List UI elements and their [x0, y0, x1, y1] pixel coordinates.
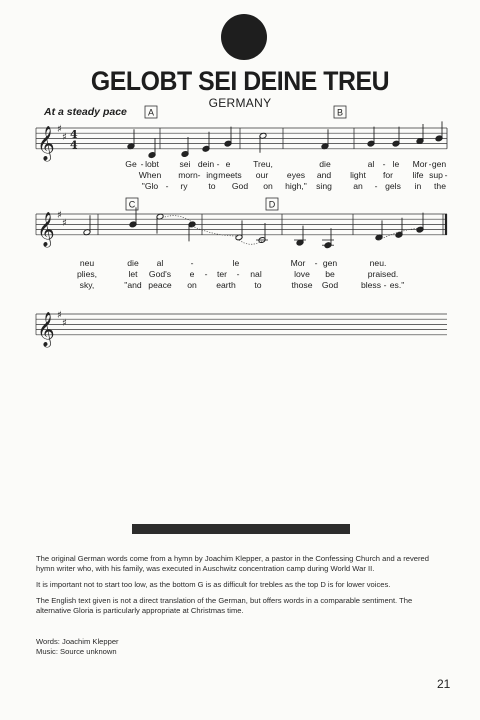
lyric-syllable: and	[316, 170, 332, 180]
lyric-syllable: light	[350, 170, 366, 180]
lyric-syllable: on	[187, 280, 197, 290]
lyric-syllable: die	[319, 159, 331, 169]
lyric-syllable: e	[189, 269, 195, 279]
rehearsal-mark-label: C	[128, 199, 136, 210]
lyric-syllable: God's	[148, 269, 172, 279]
lyric-syllable: let	[128, 269, 138, 279]
lyric-syllable: for	[382, 170, 394, 180]
lyric-syllable: to	[254, 280, 262, 290]
lyric-syllable: -	[383, 280, 387, 290]
words-credit: Words: Joachim Klepper	[36, 637, 119, 646]
lyric-syllable: ing	[206, 170, 218, 180]
lyric-syllable: sky,	[79, 280, 95, 290]
lyric-syllable: love	[294, 269, 310, 279]
lyric-syllable: earth	[216, 280, 236, 290]
lyric-syllable: -	[140, 159, 144, 169]
sharp-icon: ♯	[62, 131, 67, 143]
sharp-icon: ♯	[62, 217, 67, 229]
time-signature-bottom: 4	[70, 138, 78, 152]
lyric-syllable: le	[392, 159, 400, 169]
lyric-syllable: plies,	[76, 269, 98, 279]
lyric-syllable: on	[263, 181, 273, 191]
lyric-syllable: morn	[178, 170, 198, 180]
lyric-syllable: neu	[79, 258, 95, 268]
page-title: GELOBT SEI DEINE TREU	[90, 66, 390, 96]
lyric-syllable: -	[428, 159, 432, 169]
rehearsal-mark-label: D	[268, 199, 276, 210]
sharp-icon: ♯	[62, 317, 67, 329]
treble-clef-icon: 𝄞	[37, 311, 55, 347]
lyric-syllable: gels	[385, 181, 401, 191]
lyric-syllable: God	[231, 181, 249, 191]
music-credit: Music: Source unknown	[36, 647, 117, 656]
lyric-syllable: meets	[218, 170, 242, 180]
note-paragraph: The English text given is not a direct translation of the German, but offers words in a comparable sentiment. The alternative Gloria is particularly appropriate at Christmas time.	[36, 596, 413, 615]
lyric-syllable: gen	[322, 258, 338, 268]
lyric-syllable: neu.	[369, 258, 387, 268]
treble-clef-icon: 𝄞	[37, 125, 55, 161]
lyric-syllable: dein	[197, 159, 215, 169]
lyric-syllable: es."	[389, 280, 405, 290]
notes-text	[36, 554, 448, 622]
lyric-syllable: al	[367, 159, 375, 169]
rehearsal-mark-label: B	[336, 107, 344, 118]
lyric-syllable: gen	[431, 159, 447, 169]
lyric-syllable: praised.	[367, 269, 399, 279]
lyric-syllable: God	[321, 280, 339, 290]
sharp-icon: ♯	[57, 124, 62, 135]
treble-clef-icon: 𝄞	[37, 211, 55, 247]
lyric-syllable: e	[225, 159, 231, 169]
lyric-syllable: eyes	[286, 170, 306, 180]
lyric-syllable: nal	[250, 269, 262, 279]
lyric-syllable: life	[412, 170, 424, 180]
lyric-syllable: lobt	[145, 159, 159, 169]
lyric-syllable: to	[208, 181, 216, 191]
sharp-icon: ♯	[57, 310, 62, 321]
lyric-syllable: sing	[316, 181, 332, 191]
rehearsal-mark-label: A	[147, 107, 155, 118]
lyric-syllable: -	[314, 258, 318, 268]
origin-label: GERMANY	[208, 96, 272, 110]
tempo-marking: At a steady pace	[44, 106, 127, 118]
lyric-syllable: -	[204, 269, 208, 279]
lyric-syllable: -	[165, 181, 169, 191]
lyric-syllable: -	[236, 269, 240, 279]
lyric-syllable: the	[434, 181, 446, 191]
lyric-syllable: be	[325, 269, 335, 279]
lyric-syllable: "and	[124, 280, 142, 290]
lyric-syllable: an	[353, 181, 363, 191]
lyric-syllable: our	[255, 170, 269, 180]
lyric-syllable: -	[197, 170, 201, 180]
lyric-syllable: Mor	[290, 258, 306, 268]
note-paragraph: The original German words come from a hymn by Joachim Klepper, a pastor in the Confessing Church and a revered hymn writer who, with his family, was executed in Auschwitz concentration camp during World War II.	[36, 554, 429, 573]
lyric-syllable: bless	[360, 280, 382, 290]
lyric-syllable: le	[232, 258, 240, 268]
lyric-syllable: ter	[216, 269, 228, 279]
page-number: 21	[437, 677, 451, 691]
credits	[36, 637, 119, 657]
time-signature-top: 4	[70, 127, 78, 141]
lyric-syllable: -	[444, 170, 448, 180]
lyric-syllable: sup	[429, 170, 443, 180]
lyric-syllable: in	[414, 181, 422, 191]
lyric-syllable: When	[138, 170, 162, 180]
lyric-syllable: al	[156, 258, 164, 268]
lyric-syllable: those	[291, 280, 313, 290]
lyric-syllable: Mor	[412, 159, 428, 169]
lyric-syllable: high,"	[285, 181, 307, 191]
lyric-syllable: Treu,	[253, 159, 273, 169]
lyric-syllable: ry	[180, 181, 188, 191]
sharp-icon: ♯	[57, 210, 62, 221]
lyric-syllable: peace	[148, 280, 172, 290]
lyric-syllable: sei	[179, 159, 191, 169]
lyric-syllable: -	[190, 258, 194, 268]
lyric-syllable: die	[127, 258, 139, 268]
lyric-syllable: Ge	[125, 159, 137, 169]
lyric-syllable: "Glo	[141, 181, 159, 191]
slur	[160, 216, 192, 222]
lyric-syllable: -	[374, 181, 378, 191]
lyric-syllable: -	[216, 159, 220, 169]
note-paragraph: It is important not to start too low, as the bottom G is as difficult for trebles as the top D is for lower voices.	[36, 580, 391, 589]
lyric-syllable: -	[382, 159, 386, 169]
redacted-bar	[132, 524, 350, 534]
